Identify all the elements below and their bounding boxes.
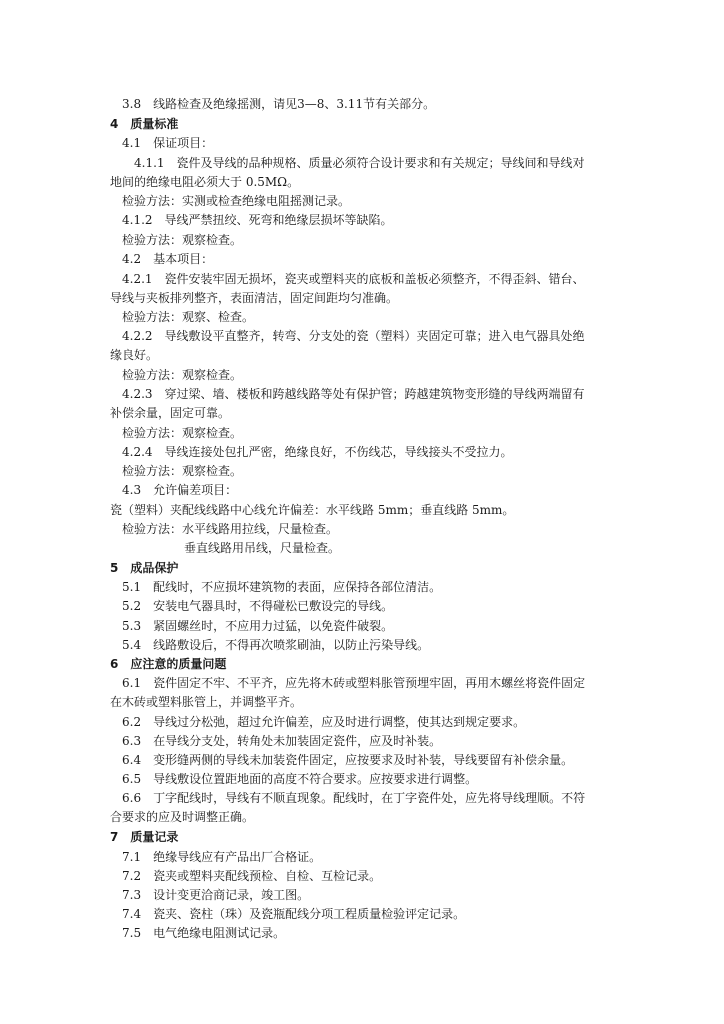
line-inspection: 检验方法：水平线路用拉线，尺量检查。 bbox=[122, 522, 339, 536]
line-6-6-cont: 合要求的应及时调整正确。 bbox=[110, 810, 255, 824]
line-4-1: 4.1 保证项目： bbox=[122, 136, 214, 150]
line-4-2-3-cont: 补偿余量，固定可靠。 bbox=[110, 406, 231, 420]
line-4-2-3: 4.2.3 穿过梁、墙、楼板和跨越线路等处有保护管；跨越建筑物变形缝的导线两端留有 bbox=[122, 387, 585, 401]
heading-5: 5 成品保护 bbox=[110, 561, 179, 575]
line-4-1-1-cont: 地间的绝缘电阻必须大于 0.5MΩ。 bbox=[110, 175, 300, 189]
line-4-1-2: 4.1.2 导线严禁扭绞、死弯和绝缘层损坏等缺陷。 bbox=[122, 213, 393, 227]
line-4-1-1: 4.1.1 瓷件及导线的品种规格、质量必须符合设计要求和有关规定；导线间和导线对 bbox=[134, 156, 585, 170]
heading-4: 4 质量标准 bbox=[110, 117, 179, 131]
line-7-4: 7.4 瓷夹、瓷柱（珠）及瓷瓶配线分项工程质量检验评定记录。 bbox=[122, 907, 466, 921]
line-6-3: 6.3 在导线分支处，转角处未加装固定瓷件，应及时补装。 bbox=[122, 734, 442, 748]
line-4-2: 4.2 基本项目： bbox=[122, 252, 214, 266]
line-inspection: 检验方法：实测或检查绝缘电阻摇测记录。 bbox=[122, 194, 351, 208]
line-5-4: 5.4 线路敷设后，不得再次喷浆刷油，以防止污染导线。 bbox=[122, 638, 430, 652]
line-4-3: 4.3 允许偏差项目： bbox=[122, 483, 238, 497]
line-4-2-2: 4.2.2 导线敷设平直整齐，转弯、分支处的瓷（塑料）夹固定可靠；进入电气器具处绝 bbox=[122, 329, 585, 343]
line-7-2: 7.2 瓷夹或塑料夹配线预检、自检、互检记录。 bbox=[122, 869, 382, 883]
line-6-5: 6.5 导线敷设位置距地面的高度不符合要求。应按要求进行调整。 bbox=[122, 772, 478, 786]
line-deviation: 瓷（塑料）夹配线线路中心线允许偏差：水平线路 5mm；垂直线路 5mm。 bbox=[110, 503, 515, 517]
line-inspection: 检验方法：观察检查。 bbox=[122, 368, 243, 382]
line-inspection: 检验方法：观察检查。 bbox=[122, 233, 243, 247]
heading-7: 7 质量记录 bbox=[110, 830, 179, 844]
line-5-1: 5.1 配线时，不应损坏建筑物的表面，应保持各部位清洁。 bbox=[122, 580, 442, 594]
line-7-5: 7.5 电气绝缘电阻测试记录。 bbox=[122, 926, 286, 940]
line-inspection: 检验方法：观察、检查。 bbox=[122, 310, 255, 324]
line-4-2-4: 4.2.4 导线连接处包扎严密，绝缘良好，不伤线芯，导线接头不受拉力。 bbox=[122, 445, 513, 459]
line-5-2: 5.2 安装电气器具时，不得碰松已敷设完的导线。 bbox=[122, 599, 394, 613]
line-3-8: 3.8 线路检查及绝缘摇测，请见3—8、3.11节有关部分。 bbox=[122, 97, 436, 111]
line-inspection: 检验方法：观察检查。 bbox=[122, 464, 243, 478]
line-5-3: 5.3 紧固螺丝时，不应用力过猛，以免瓷件破裂。 bbox=[122, 619, 394, 633]
line-6-4: 6.4 变形缝两侧的导线未加装瓷件固定，应按要求及时补装，导线要留有补偿余量。 bbox=[122, 753, 574, 767]
line-7-3: 7.3 设计变更洽商记录，竣工图。 bbox=[122, 888, 310, 902]
heading-6: 6 应注意的质量问题 bbox=[110, 657, 227, 671]
line-6-1-cont: 在木砖或塑料胀管上，并调整平齐。 bbox=[110, 695, 303, 709]
line-4-2-1: 4.2.1 瓷件安装牢固无损坏，瓷夹或塑料夹的底板和盖板必须整齐，不得歪斜、错台、 bbox=[122, 272, 585, 286]
line-inspection: 检验方法：观察检查。 bbox=[122, 426, 243, 440]
line-4-2-1-cont: 导线与夹板排列整齐，表面清洁，固定间距均匀准确。 bbox=[110, 291, 399, 305]
line-6-2: 6.2 导线过分松弛，超过允许偏差，应及时进行调整，使其达到规定要求。 bbox=[122, 715, 526, 729]
line-inspection-vertical: 垂直线路用吊线，尺量检查。 bbox=[184, 541, 341, 555]
line-6-6: 6.6 丁字配线时，导线有不顺直现象。配线时，在丁字瓷件处，应先将导线理顺。不符 bbox=[122, 791, 586, 805]
line-7-1: 7.1 绝缘导线应有产品出厂合格证。 bbox=[122, 850, 322, 864]
line-6-1: 6.1 瓷件固定不牢、不平齐，应先将木砖或塑料胀管预埋牢固，再用木螺丝将瓷件固定 bbox=[122, 676, 586, 690]
line-4-2-2-cont: 缘良好。 bbox=[110, 348, 159, 362]
